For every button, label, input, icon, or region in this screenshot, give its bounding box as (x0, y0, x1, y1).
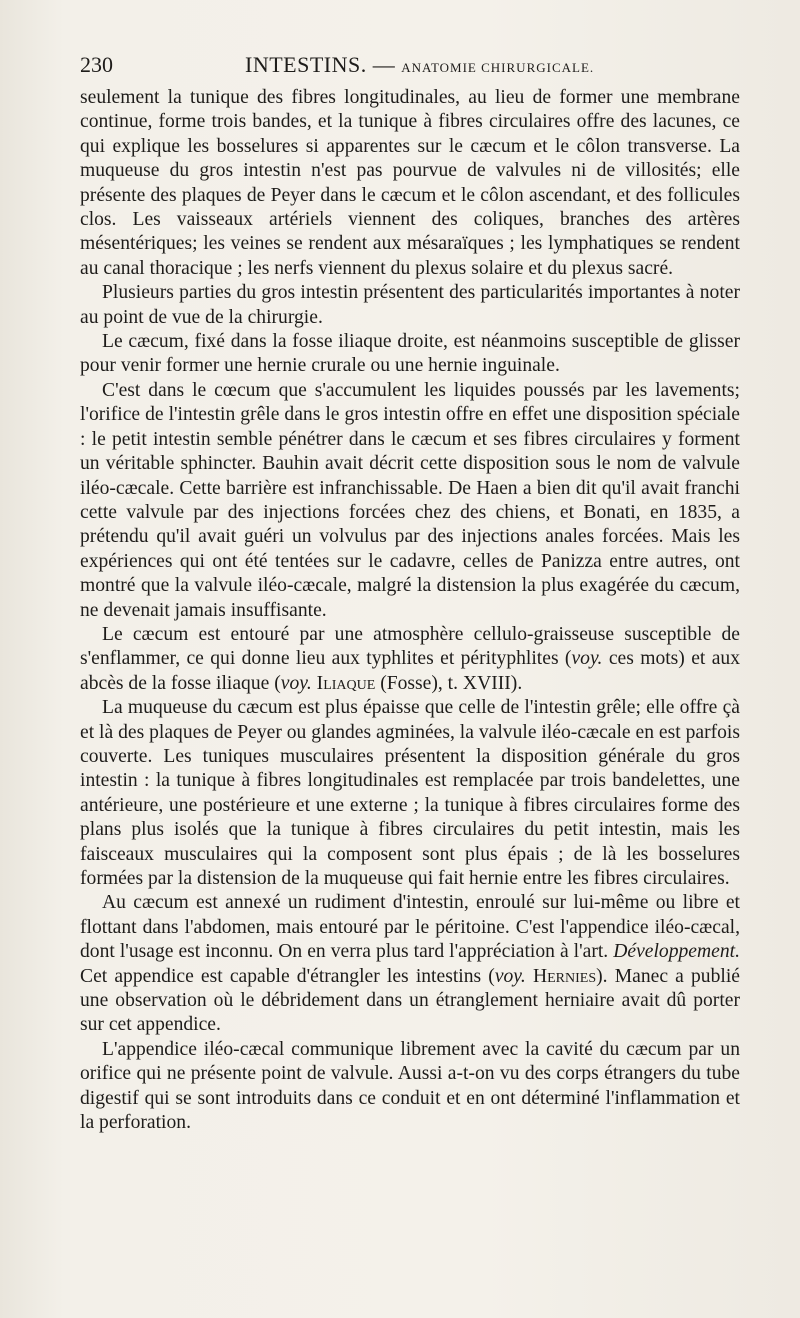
paragraph-7 (80, 891, 740, 1037)
p7-text-b: Cet appendice est capable d'étrangler les intestins ( (80, 965, 495, 987)
running-title (245, 52, 594, 78)
p5-text-b: ces mots) et aux abcès de la fosse iliaque ( (80, 648, 740, 694)
p7-em-voy: voy. (494, 965, 526, 987)
p7-text-c: ). Manec a publié une observation où le débridement dans un étranglement herniaire avait dû porter sur cet appendice. (80, 965, 740, 1036)
p5-text-a: Le cæcum est entouré par une atmosphère cellulo-graisseuse susceptible de s'enflammer, ce qui donne lieu aux typhlites et pérityphlites ( (80, 623, 740, 670)
p5-smallcaps-iliaque: Iliaque (311, 672, 376, 694)
page-number: 230 (80, 52, 113, 77)
header-subtitle: ANATOMIE CHIRURGICALE. (401, 60, 595, 75)
paragraph-1: seulement la tunique des fibres longitudinales, au lieu de former une membrane continue, forme trois bandes, et la tunique à fibres circulaires offre des lacunes, ce qui explique les bosselures si apparentes sur le cæcum et le côlon transverse. La muqueuse du gros intestin n'est pas pourvue de valvules ni de villosités; elle présente des plaques de Peyer dans le cæcum et le côlon ascendant, et des follicules clos. Les vaisseaux artériels viennent des coliques, branches des artères mésentériques; les veines se rendent aux mésaraïques ; les lymphatiques se rendent au canal thoracique ; les nerfs viennent du plexus solaire et du plexus sacré. (80, 87, 740, 279)
paragraph-2: Plusieurs parties du gros intestin présentent des particularités importantes à noter au point de vue de la chirurgie. (80, 282, 740, 328)
header-separator: — (372, 52, 396, 77)
paragraph-5 (80, 623, 740, 696)
paragraph-8: L'appendice iléo-cæcal communique librement avec la cavité du cæcum par un orifice qui ne présente point de valvule. Aussi a-t-on vu des corps étrangers du tube digestif qui se sont introduits dans ce conduit et en ont déterminé l'inflammation et la perforation. (80, 1038, 740, 1134)
paragraph-4: C'est dans le cœcum que s'accumulent les liquides poussés par les lavements; l'orifice de l'intestin grêle dans le gros intestin offre en effet une disposition spéciale : le petit intestin semble pénétrer dans le cæcum et ses fibres circulaires y forment un véritable sphincter. Bauhin avait décrit cette disposition sous le nom de valvule iléo-cæcale. Cette barrière est infranchissable. De Haen a bien dit qu'il avait franchi cette valvule par des injections forcées chez des chiens, et Bonati, en 1835, a prétendu qu'il avait guéri un volvulus par des injections anales forcées. Mais les expériences qui ont été tentées sur le cadavre, celles de Panizza entre autres, ont montré que la valvule iléo-cæcale, malgré la distension la plus exagérée du cæcum, ne devenait jamais insuffisante. (80, 379, 740, 621)
p5-text-c: (Fosse), t. XVIII). (375, 672, 523, 694)
header-title: INTESTINS. (245, 52, 367, 77)
p5-em-voy-2: voy. (280, 672, 312, 694)
p5-em-voy-1: voy. (571, 648, 603, 670)
p7-text-a: Au cæcum est annexé un rudiment d'intestin, enroulé sur lui-même ou libre et flottant dans l'abdomen, mais entouré par le péritoine. C'est l'appendice iléo-cæcal, dont l'usage est inconnu. On en verra plus tard l'appréciation à l'art. (80, 892, 740, 963)
running-header (80, 52, 740, 84)
paragraph-6: La muqueuse du cæcum est plus épaisse que celle de l'intestin grêle; elle offre çà et là des plaques de Peyer ou glandes agminées, la valvule iléo-cæcale en est parfois couverte. Les tuniques musculaires présentent la disposition générale du gros intestin : la tunique à fibres longitudinales est remplacée par trois bandelettes, une antérieure, une postérieure et une externe ; la tunique à fibres circulaires forme des plans plus isolés que la tunique à fibres circulaires du petit intestin, mais les faisceaux musculaires qui la composent sont plus épais ; de là les bosselures formées par la distension de la muqueuse qui fait hernie entre les fibres circulaires. (80, 697, 740, 889)
p7-em-developpement: Développement. (613, 941, 740, 963)
body-text (80, 86, 740, 1135)
p7-smallcaps-hernies: Hernies (525, 965, 597, 987)
paragraph-3: Le cæcum, fixé dans la fosse iliaque droite, est néanmoins susceptible de glisser pour venir former une hernie crurale ou une hernie inguinale. (80, 331, 740, 377)
